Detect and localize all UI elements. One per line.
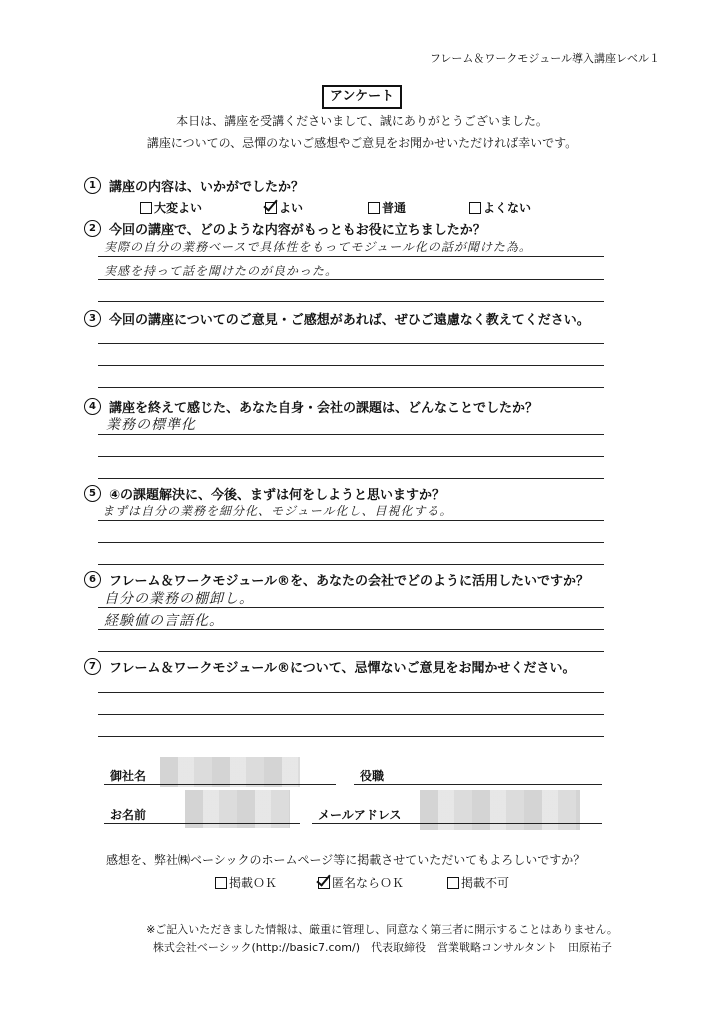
email-underline [312, 823, 602, 824]
answer-line [98, 343, 604, 344]
question-text: フレーム＆ワークモジュール®について、忌憚ないご意見をお聞かせください。 [109, 661, 576, 676]
answer-line [98, 564, 604, 565]
intro-line-2: 講座についての、忌憚のないご感想やご意見をお聞かせいただければ幸いです。 [146, 136, 578, 150]
question-6 [84, 570, 589, 589]
rating-option-normal[interactable] [368, 199, 406, 216]
answer-line [98, 301, 604, 302]
rating-option-bad[interactable] [469, 199, 531, 216]
answer-line [98, 736, 604, 737]
checkbox[interactable] [215, 877, 227, 889]
email-field-redacted[interactable] [420, 790, 580, 830]
answer-line [98, 478, 604, 479]
consent-option-ok[interactable] [215, 874, 277, 891]
answer-line [98, 434, 604, 435]
question-text: フレーム＆ワークモジュール®を、あなたの会社でどのように活用したいですか？ [109, 574, 589, 589]
answer-q6-line-1: 自分の業務の棚卸し。 [104, 591, 254, 607]
question-number: 3 [84, 310, 101, 327]
answer-line [98, 629, 604, 630]
position-underline[interactable] [354, 784, 602, 785]
option-label: よくない [483, 201, 532, 215]
question-number: 2 [84, 220, 101, 237]
series-title: フレーム＆ワークモジュール導入講座レベル１ [429, 52, 660, 65]
company-field-redacted[interactable] [160, 757, 300, 787]
checkbox[interactable] [447, 877, 459, 889]
checkbox[interactable] [469, 202, 481, 214]
email-label: メールアドレス [318, 808, 402, 822]
rating-option-good[interactable] [265, 199, 303, 216]
option-label: 大変よい [154, 201, 203, 215]
answer-line [98, 365, 604, 366]
position-label: 役職 [360, 769, 385, 783]
question-text: 講座を終えて感じた、あなた自身・会社の課題は、どんなことでしたか？ [109, 401, 539, 416]
checkbox[interactable] [368, 202, 380, 214]
answer-line [98, 256, 604, 257]
answer-line [98, 542, 604, 543]
answer-q4-line-1: 業務の標準化 [106, 417, 196, 433]
question-5 [84, 484, 445, 503]
question-7 [84, 657, 575, 676]
answer-q5-line-1: まずは自分の業務を細分化、モジュール化し、目視化する。 [102, 504, 453, 518]
option-label: 普通 [382, 201, 407, 215]
question-text: 講座の内容は、いかがでしたか？ [109, 180, 305, 195]
checkbox-checked[interactable] [265, 202, 277, 214]
question-3 [84, 309, 590, 328]
checkbox[interactable] [140, 202, 152, 214]
question-number: 4 [84, 398, 101, 415]
rating-option-very-good[interactable] [140, 199, 202, 216]
question-number: 5 [84, 485, 101, 502]
question-number: 1 [84, 177, 101, 194]
answer-line [98, 520, 604, 521]
answer-q2-line-1: 実際の自分の業務ベースで具体性をもってモジュール化の話が聞けた為。 [104, 240, 532, 254]
question-number: 7 [84, 658, 101, 675]
checkbox-checked[interactable] [318, 877, 330, 889]
name-label: お名前 [110, 808, 147, 822]
consent-option-anonymous[interactable] [318, 874, 404, 891]
consent-question: 感想を、弊社㈱ベーシックのホームページ等に掲載させていただいてもよろしいですか？ [106, 853, 586, 867]
name-underline [104, 823, 300, 824]
question-number: 6 [84, 571, 101, 588]
question-text: ④の課題解決に、今後、まずは何をしようと思いますか？ [109, 488, 446, 503]
form-title: アンケート [322, 85, 402, 109]
answer-line [98, 279, 604, 280]
option-label: 掲載不可 [461, 876, 510, 890]
answer-line [98, 607, 604, 608]
option-label: 匿名ならＯＫ [332, 876, 405, 890]
answer-line [98, 651, 604, 652]
question-text: 今回の講座で、どのような内容がもっともお役に立ちましたか？ [109, 223, 486, 238]
answer-line [98, 692, 604, 693]
company-label: 御社名 [110, 769, 147, 783]
question-1 [84, 176, 304, 195]
question-text: 今回の講座についてのご意見・ご感想があれば、ぜひご遠慮なく教えてください。 [109, 313, 590, 328]
question-2 [84, 219, 486, 238]
answer-line [98, 714, 604, 715]
company-signature: 株式会社ベーシック(http://basic7.com/) 代表取締役 営業戦略コンサルタント 田原祐子 [152, 941, 612, 954]
answer-q2-line-2: 実感を持って話を聞けたのが良かった。 [104, 264, 339, 278]
option-label: よい [279, 201, 304, 215]
intro-line-1: 本日は、講座を受講くださいまして、誠にありがとうございました。 [176, 114, 548, 128]
answer-line [98, 456, 604, 457]
company-underline [104, 784, 336, 785]
privacy-note: ※ご記入いただきました情報は、厳重に管理し、同意なく第三者に開示することはありません。 [146, 923, 618, 936]
option-label: 掲載ＯＫ [229, 876, 278, 890]
answer-q6-line-2: 経験値の言語化。 [104, 613, 224, 629]
consent-option-no[interactable] [447, 874, 509, 891]
answer-line [98, 387, 604, 388]
